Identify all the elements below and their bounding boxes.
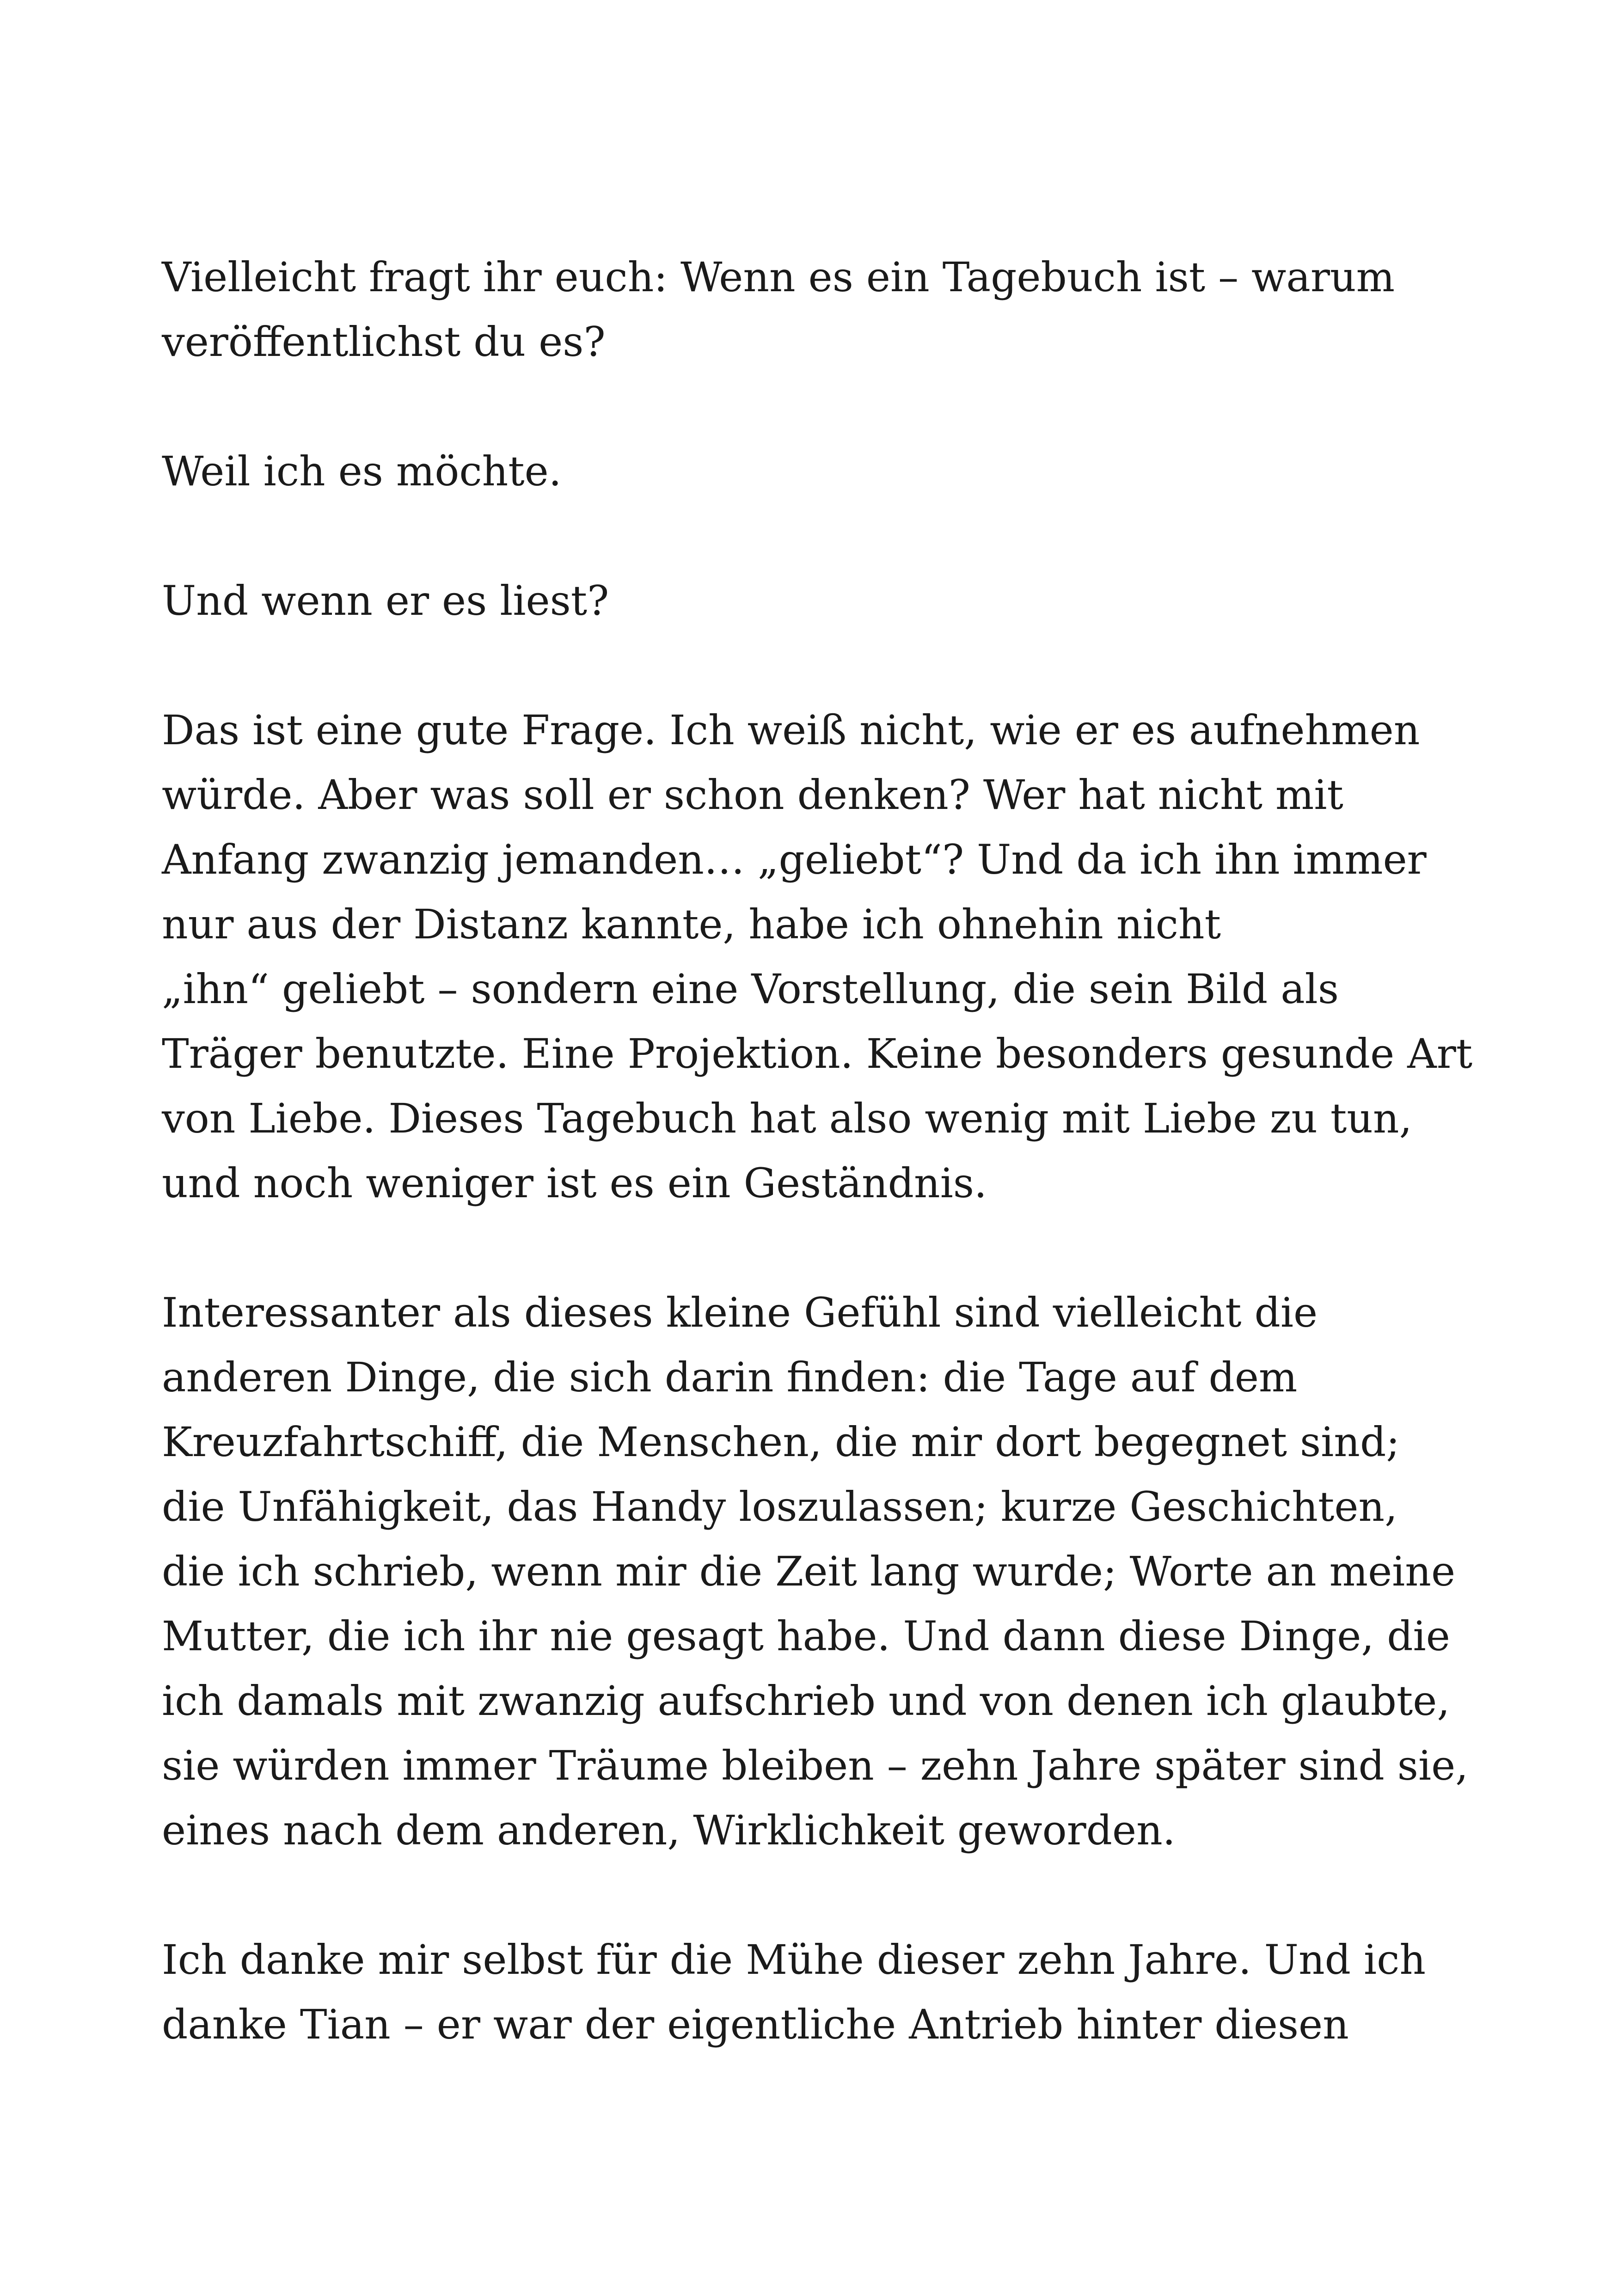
text-line: anderen Dinge, die sich darin finden: die Tage auf dem	[162, 1353, 1298, 1401]
text-line: Das ist eine gute Frage. Ich weiß nicht, wie er es aufnehmen	[162, 706, 1420, 754]
text-line: ich damals mit zwanzig aufschrieb und von denen ich glaubte,	[162, 1677, 1450, 1725]
paragraph-2	[162, 439, 1456, 504]
text-line: veröffentlichst du es?	[162, 318, 606, 366]
paragraph-4	[162, 698, 1473, 1216]
paragraph-6	[162, 1928, 1456, 2057]
text-line: Kreuzfahrtschiff, die Menschen, die mir dort begegnet sind;	[162, 1418, 1400, 1466]
text-line: die Unfähigkeit, das Handy loszulassen; kurze Geschichten,	[162, 1483, 1398, 1531]
text-line: eines nach dem anderen, Wirklichkeit geworden.	[162, 1806, 1176, 1854]
text-line: „ihn“ geliebt – sondern eine Vorstellung, die sein Bild als	[162, 965, 1339, 1013]
text-line: danke Tian – er war der eigentliche Antrieb hinter diesen	[162, 2001, 1349, 2048]
paragraph-5	[162, 1280, 1469, 1863]
text-line: Und wenn er es liest?	[162, 577, 609, 625]
text-line: Ich danke mir selbst für die Mühe dieser zehn Jahre. Und ich	[162, 1936, 1426, 1984]
text-line: würde. Aber was soll er schon denken? Wer hat nicht mit	[162, 771, 1343, 819]
text-line: Mutter, die ich ihr nie gesagt habe. Und dann diese Dinge, die	[162, 1612, 1450, 1660]
text-line: von Liebe. Dieses Tagebuch hat also wenig mit Liebe zu tun,	[162, 1095, 1412, 1142]
text-line: nur aus der Distanz kannte, habe ich ohnehin nicht	[162, 900, 1221, 948]
text-line: Anfang zwanzig jemanden… „geliebt“? Und da ich ihn immer	[162, 836, 1427, 883]
text-line: Interessanter als dieses kleine Gefühl sind vielleicht die	[162, 1289, 1318, 1336]
text-line: und noch weniger ist es ein Geständnis.	[162, 1159, 987, 1207]
body-text	[162, 245, 1473, 2122]
text-line: sie würden immer Träume bleiben – zehn Jahre später sind sie,	[162, 1742, 1469, 1789]
paragraph-3	[162, 569, 1456, 633]
paragraph-1	[162, 245, 1456, 374]
text-line: Vielleicht fragt ihr euch: Wenn es ein Tagebuch ist – warum	[162, 253, 1395, 301]
text-line: die ich schrieb, wenn mir die Zeit lang wurde; Worte an meine	[162, 1548, 1456, 1595]
text-line: Weil ich es möchte.	[162, 447, 562, 495]
text-line: Träger benutzte. Eine Projektion. Keine besonders gesunde Art	[162, 1030, 1473, 1078]
